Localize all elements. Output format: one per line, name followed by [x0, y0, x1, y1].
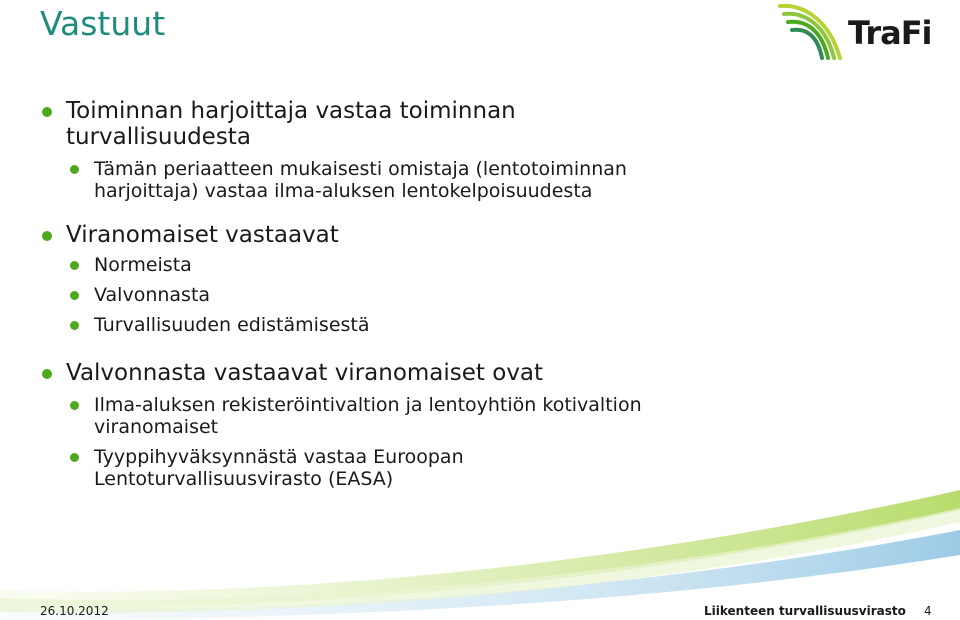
bullet-dot-icon: [70, 453, 79, 462]
bullet-text: Normeista: [94, 254, 192, 276]
bullet-level2: [40, 158, 920, 202]
bullet-text: harjoittaja) vastaa ilma-aluksen lentokelpoisuudesta: [94, 180, 593, 202]
bullet-dot-icon: [70, 401, 79, 410]
page-number: 4: [924, 604, 932, 618]
bullet-dot-icon: [42, 107, 52, 117]
bullet-text: Tyyppihyväksynnästä vastaa Euroopan: [94, 446, 464, 468]
bullet-dot-icon: [42, 369, 52, 379]
trafi-logo-text: TraFi: [848, 14, 932, 52]
bullet-text: Ilma-aluksen rekisteröintivaltion ja lentoyhtiön kotivaltion: [94, 394, 642, 416]
bullet-text: Turvallisuuden edistämisestä: [94, 314, 370, 336]
bullet-dot-icon: [70, 261, 79, 270]
bullet-text: Viranomaiset vastaavat: [66, 222, 339, 248]
footer-organization: Liikenteen turvallisuusvirasto: [704, 604, 906, 618]
bullet-text: Toiminnan harjoittaja vastaa toiminnan: [66, 98, 516, 124]
bullet-level2: [40, 254, 920, 276]
bullet-dot-icon: [70, 291, 79, 300]
bullet-text: Lentoturvallisuusvirasto (EASA): [94, 468, 394, 490]
footer-date: 26.10.2012: [40, 604, 109, 618]
bullet-dot-icon: [42, 231, 52, 241]
bullet-level1: [40, 98, 920, 150]
bullet-level1: [40, 222, 920, 248]
bullet-text: Valvonnasta vastaavat viranomaiset ovat: [66, 360, 544, 386]
bullet-dot-icon: [70, 321, 79, 330]
decorative-swoosh: [0, 480, 960, 620]
bullet-level2: [40, 394, 920, 438]
bullet-text: turvallisuudesta: [66, 124, 251, 150]
bullet-text: viranomaiset: [94, 416, 219, 438]
bullet-level2: [40, 314, 920, 336]
bullet-level2: [40, 446, 920, 490]
slide-content: [40, 98, 920, 490]
bullet-level2: [40, 284, 920, 306]
bullet-level1: [40, 360, 920, 386]
slide-title: Vastuut: [40, 4, 166, 43]
bullet-dot-icon: [70, 165, 79, 174]
bullet-text: Valvonnasta: [94, 284, 211, 306]
bullet-text: Tämän periaatteen mukaisesti omistaja (lentotoiminnan: [94, 158, 627, 180]
